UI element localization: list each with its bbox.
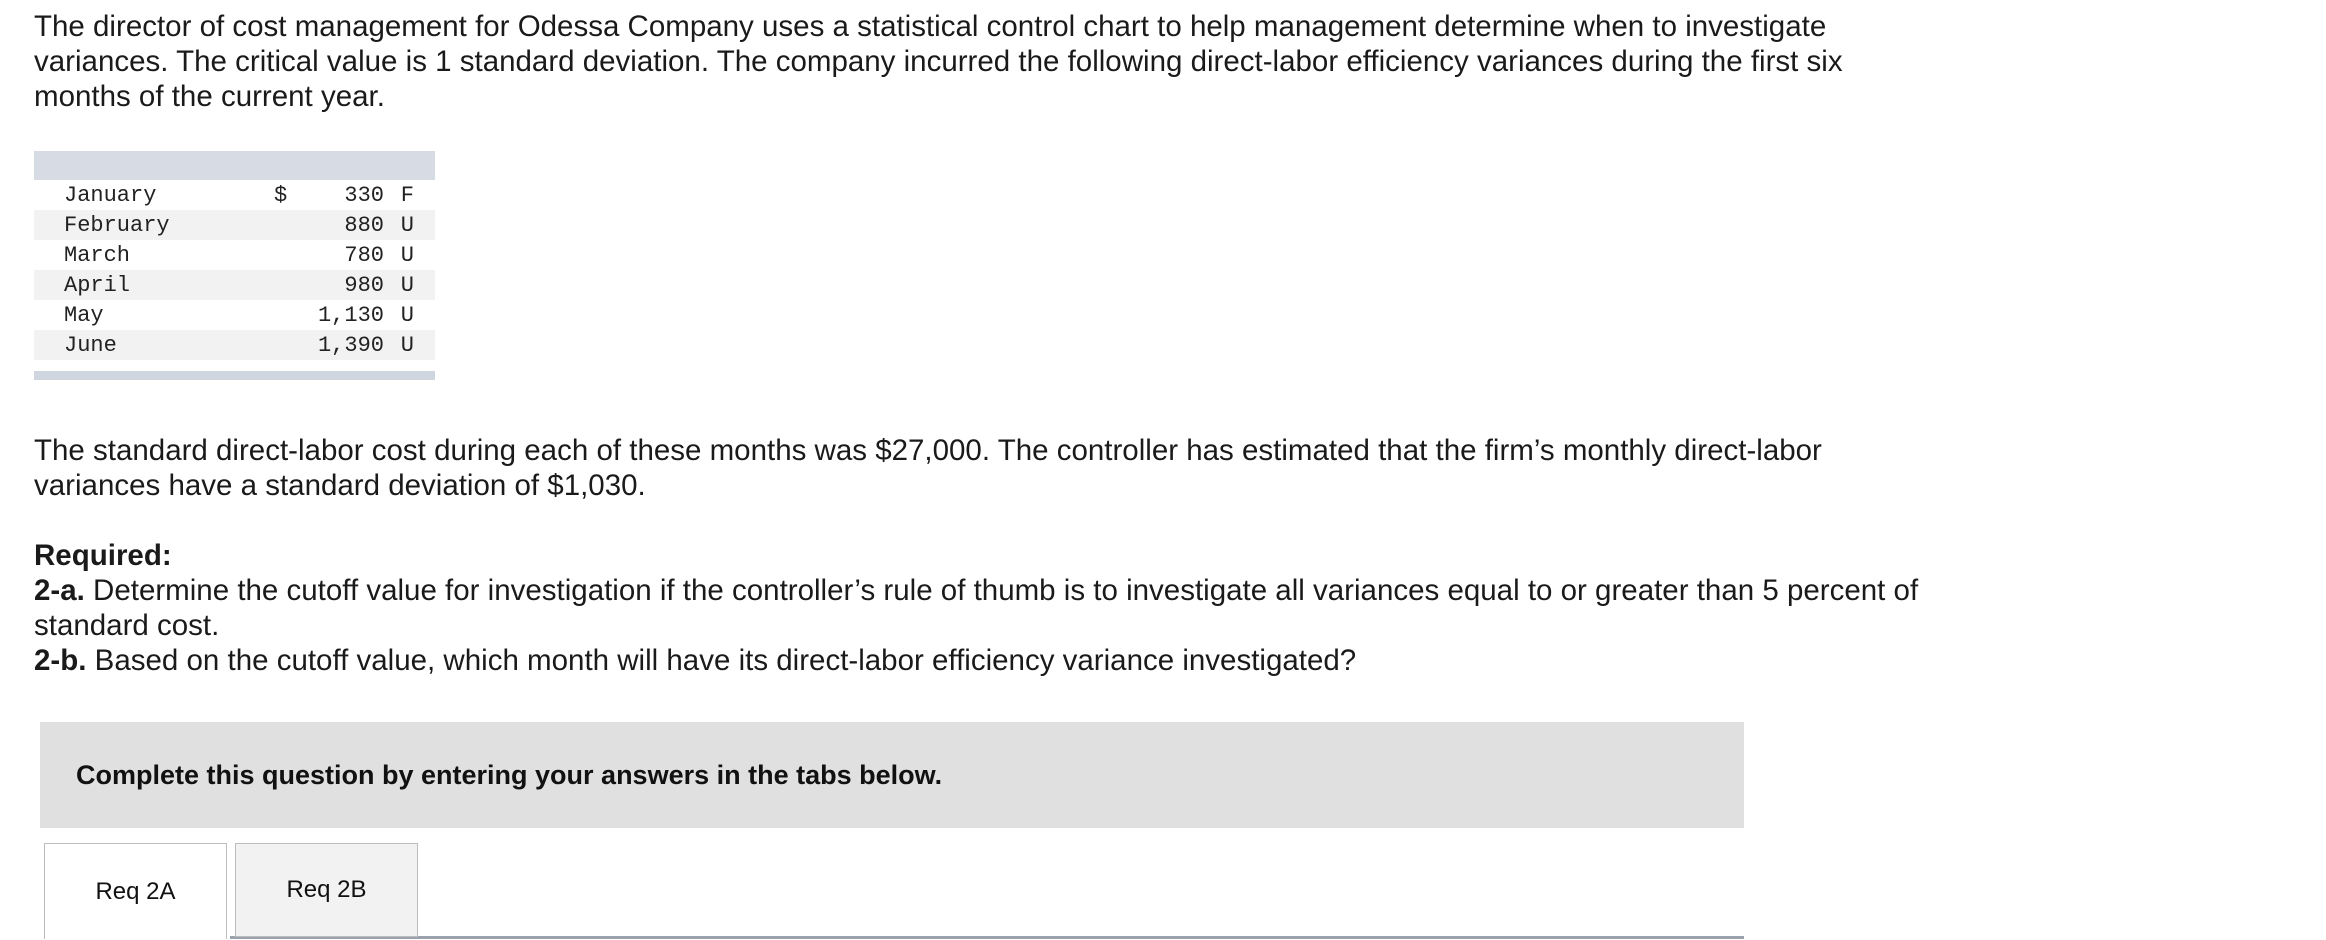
month-cell: April	[64, 272, 131, 298]
requirement-2a	[34, 573, 1954, 643]
variance-table	[34, 151, 435, 380]
amount-cell: 980	[344, 272, 384, 298]
flag-cell: U	[400, 272, 414, 298]
month-cell: May	[64, 302, 104, 328]
requirement-text: Determine the cutoff value for investigation if the controller’s rule of thumb is to investigate all variances equal to or greater than 5 percent of standard cost.	[34, 574, 1919, 642]
flag-cell: U	[400, 332, 414, 358]
requirement-label: 2-b.	[34, 644, 87, 677]
table-row	[34, 270, 435, 300]
amount-cell: 330	[344, 182, 384, 208]
tab-baseline	[230, 936, 1744, 939]
flag-cell: U	[400, 242, 414, 268]
instruction-panel	[40, 722, 1744, 828]
tab-req-2a[interactable]: Req 2A	[44, 843, 227, 939]
amount-cell: 780	[344, 242, 384, 268]
intro-paragraph: The director of cost management for Odessa Company uses a statistical control chart to help management determine when to investigate variances. The critical value is 1 standard deviation. The company incurred the following direct-labor efficiency variances during the first six months of the current year.	[34, 10, 1843, 113]
amount-cell: 880	[344, 212, 384, 238]
required-section	[34, 538, 1954, 678]
table-top-band	[34, 151, 435, 180]
flag-cell: U	[400, 302, 414, 328]
requirement-label: 2-a.	[34, 574, 85, 607]
currency-cell: $	[274, 182, 288, 208]
table-row	[34, 180, 435, 210]
table-row	[34, 210, 435, 240]
table-row	[34, 300, 435, 330]
table-rows	[34, 180, 435, 360]
month-cell: March	[64, 242, 131, 268]
tab-req-2b[interactable]: Req 2B	[235, 843, 418, 937]
required-heading: Required:	[34, 539, 172, 572]
requirement-text: Based on the cutoff value, which month will have its direct-labor efficiency variance investigated?	[86, 644, 1357, 677]
month-cell: January	[64, 182, 157, 208]
instruction-text: Complete this question by entering your answers in the tabs below.	[76, 759, 943, 790]
table-row	[34, 330, 435, 360]
table-row	[34, 240, 435, 270]
amount-cell: 1,130	[317, 302, 384, 328]
requirement-2b	[34, 643, 1954, 678]
standard-cost-paragraph: The standard direct-labor cost during each of these months was $27,000. The controller has estimated that the firm’s monthly direct-labor variances have a standard deviation of $1,030.	[34, 434, 1822, 502]
answer-tabs	[40, 843, 1744, 940]
flag-cell: F	[400, 182, 414, 208]
flag-cell: U	[400, 212, 414, 238]
table-bottom-band	[34, 371, 435, 380]
month-cell: June	[64, 332, 117, 358]
month-cell: February	[64, 212, 170, 238]
amount-cell: 1,390	[317, 332, 384, 358]
